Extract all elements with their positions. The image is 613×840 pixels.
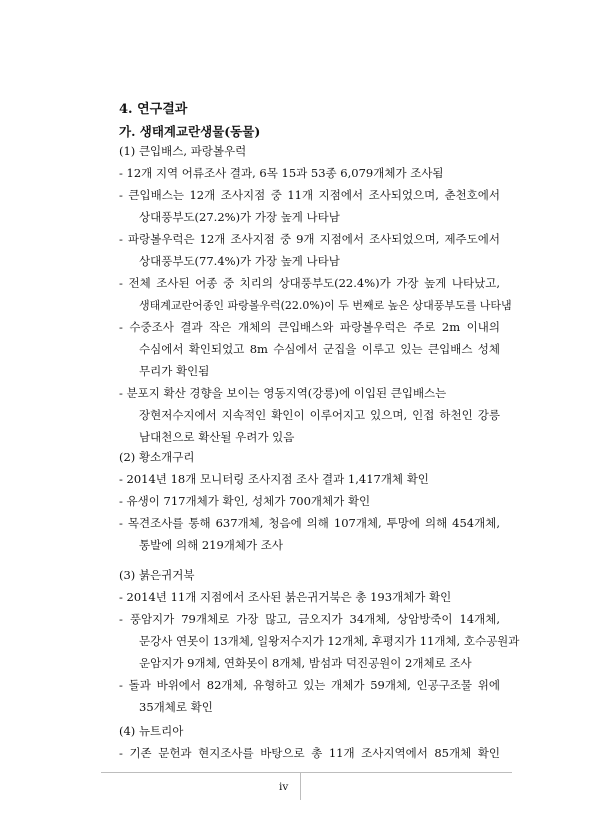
bullet-line: - 2014년 11개 지점에서 조사된 붉은귀거북은 총 193개체가 확인 (119, 590, 452, 604)
bullet-line: - 기존 문헌과 현지조사를 바탕으로 총 11개 조사지역에서 85개체 확인 (119, 746, 500, 760)
continuation-line: 무리가 확인됨 (139, 364, 210, 378)
bullet-line: - 12개 지역 어류조사 결과, 6목 15과 53종 6,079개체가 조사됨 (119, 166, 444, 180)
continuation-line: 운암지가 9개체, 연화못이 8개체, 밤섬과 덕진공원이 2개체로 조사 (139, 656, 472, 670)
section-heading: 4. 연구결과 (119, 102, 188, 117)
bullet-line: - 유생이 717개체가 확인, 성체가 700개체가 확인 (119, 494, 371, 508)
bullet-line: - 파랑볼우럭은 12개 조사지점 중 9개 지점에서 조사되었으며, 제주도에서 (119, 232, 500, 246)
bullet-line: - 2014년 18개 모니터링 조사지점 조사 결과 1,417개체 확인 (119, 472, 429, 486)
section-title: (1) 큰입배스, 파랑볼우럭 (119, 144, 247, 158)
continuation-line: 상대풍부도(27.2%)가 가장 높게 나타남 (139, 210, 340, 224)
bullet-line: - 큰입배스는 12개 조사지점 중 11개 지점에서 조사되었으며, 춘천호에서 (119, 188, 500, 202)
continuation-line: 수심에서 확인되었고 8m 수심에서 군집을 이루고 있는 큰입배스 성체 (139, 342, 500, 356)
continuation-line: 생태계교란어종인 파랑볼우럭(22.0%)이 두 번째로 높은 상대풍부도를 나타냄 (139, 299, 512, 312)
bullet-line: - 분포지 확산 경향을 보이는 영동지역(강릉)에 이입된 큰입배스는 (119, 386, 447, 400)
page-number: iv (279, 781, 289, 793)
continuation-line: 장현저수지에서 지속적인 확인이 이루어지고 있으며, 인접 하천인 강릉 (139, 408, 500, 422)
continuation-line: 통발에 의해 219개체가 조사 (139, 538, 284, 552)
bullet-line: - 목견조사를 통해 637개체, 청음에 의해 107개체, 투망에 의해 454개체, (119, 516, 500, 530)
continuation-line: 남대천으로 확산될 우려가 있음 (139, 430, 295, 444)
section-title: (3) 붉은귀거북 (119, 568, 195, 582)
bullet-line: - 돌과 바위에서 82개체, 유형하고 있는 개체가 59개체, 인공구조물 위에 (119, 678, 500, 692)
section-title: (4) 뉴트리아 (119, 724, 184, 738)
bullet-line: - 풍암지가 79개체로 가장 많고, 금오지가 34개체, 상암방죽이 14개체, (119, 612, 500, 626)
section-title: (2) 황소개구리 (119, 450, 195, 464)
subsection-heading: 가. 생태계교란생물(동물) (119, 124, 261, 139)
continuation-line: 문강사 연못이 13개체, 일왕저수지가 12개체, 후평지가 11개체, 호수공원과 (139, 634, 520, 648)
bullet-line: - 전체 조사된 어종 중 치리의 상대풍부도(22.4%)가 가장 높게 나타났고, (119, 276, 500, 290)
footer-rule (101, 772, 512, 773)
continuation-line: 35개체로 확인 (139, 700, 213, 714)
footer-divider (300, 772, 301, 800)
bullet-line: - 수중조사 결과 작은 개체의 큰입배스와 파랑볼우럭은 주로 2m 이내의 (119, 320, 500, 334)
continuation-line: 상대풍부도(77.4%)가 가장 높게 나타남 (139, 254, 340, 268)
